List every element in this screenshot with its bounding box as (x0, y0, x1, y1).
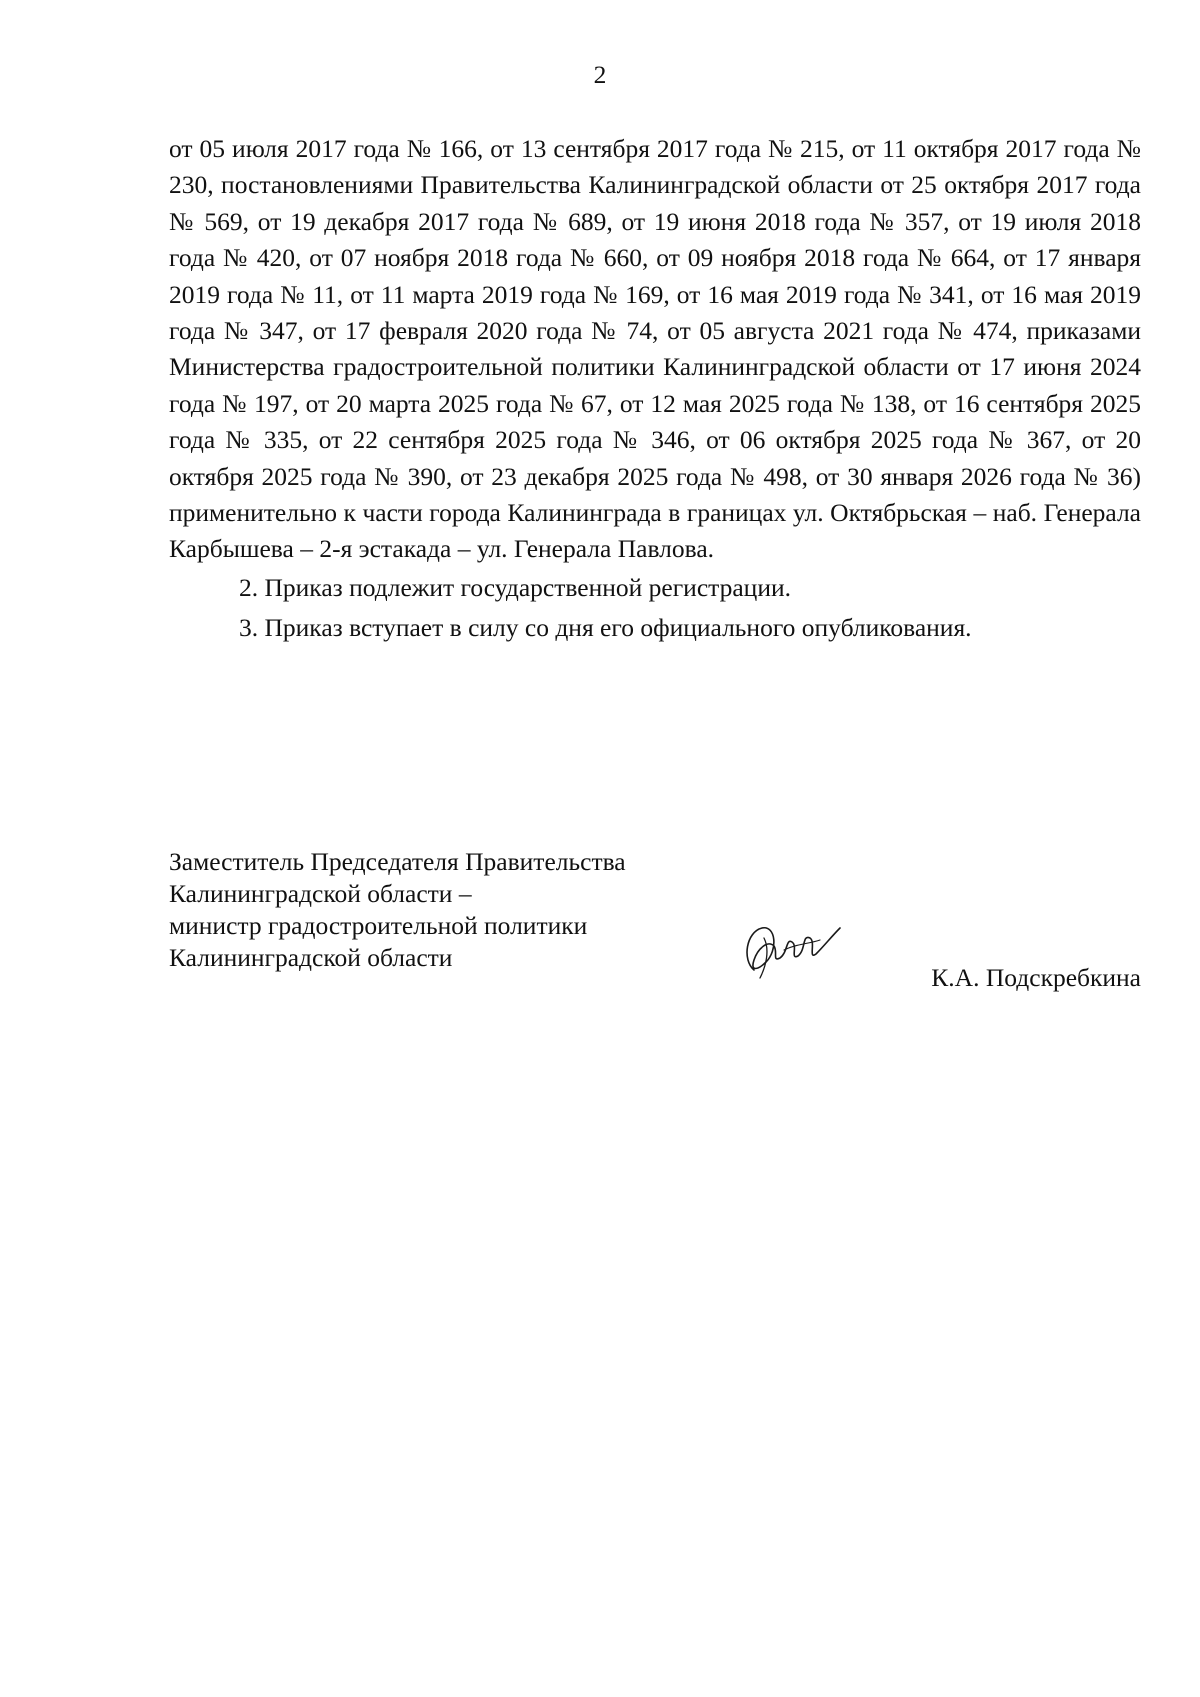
signatory-title (169, 846, 1141, 974)
page-number: 2 (593, 60, 607, 89)
document-body (169, 131, 1141, 648)
signatory-name: К.А. Подскребкина (931, 963, 1141, 992)
signatory-title-line: Заместитель Председателя Правительства (169, 847, 626, 876)
body-item-2: 2. Приказ подлежит государственной регистрации. (239, 572, 791, 602)
body-paragraph-continuation: от 05 июля 2017 года № 166, от 13 сентября 2017 года № 215, от 11 октября 2017 года № 230, постановлениями Правительства Калининградской области от 25 октября 2017 года № 569, от 19 декабря 2017 года № 689, от 19 июня 2018 года № 357, от 19 июля 2018 года № 420, от 07 ноября 2018 года № 660, от 09 ноября 2018 года № 664, от 17 января 2019 года № 11, от 11 марта 2019 года № 169, от 16 мая 2019 года № 341, от 16 мая 2019 года № 347, от 17 февраля 2020 года № 74, от 05 августа 2021 года № 474, приказами Министерства градостроительной политики Калининградской области от 17 июня 2024 года № 197, от 20 марта 2025 года № 67, от 12 мая 2025 года № 138, от 16 сентября 2025 года № 335, от 22 сентября 2025 года № 346, от 06 октября 2025 года № 367, от 20 октября 2025 года № 390, от 23 декабря 2025 года № 498, от 30 января 2026 года № 36) применительно к части города Калининграда в границах ул. Октябрьская – наб. Генерала Карбышева – 2-я эстакада – ул. Генерала Павлова. (169, 134, 1141, 564)
signatory-title-line: Калининградской области (169, 943, 453, 972)
signatory-title-line: Калининградской области – (169, 879, 472, 908)
signatory-title-line: министр градостроительной политики (169, 911, 588, 940)
handwritten-signature (736, 920, 844, 982)
body-item-3: 3. Приказ вступает в силу со дня его официального опубликования. (239, 612, 972, 642)
